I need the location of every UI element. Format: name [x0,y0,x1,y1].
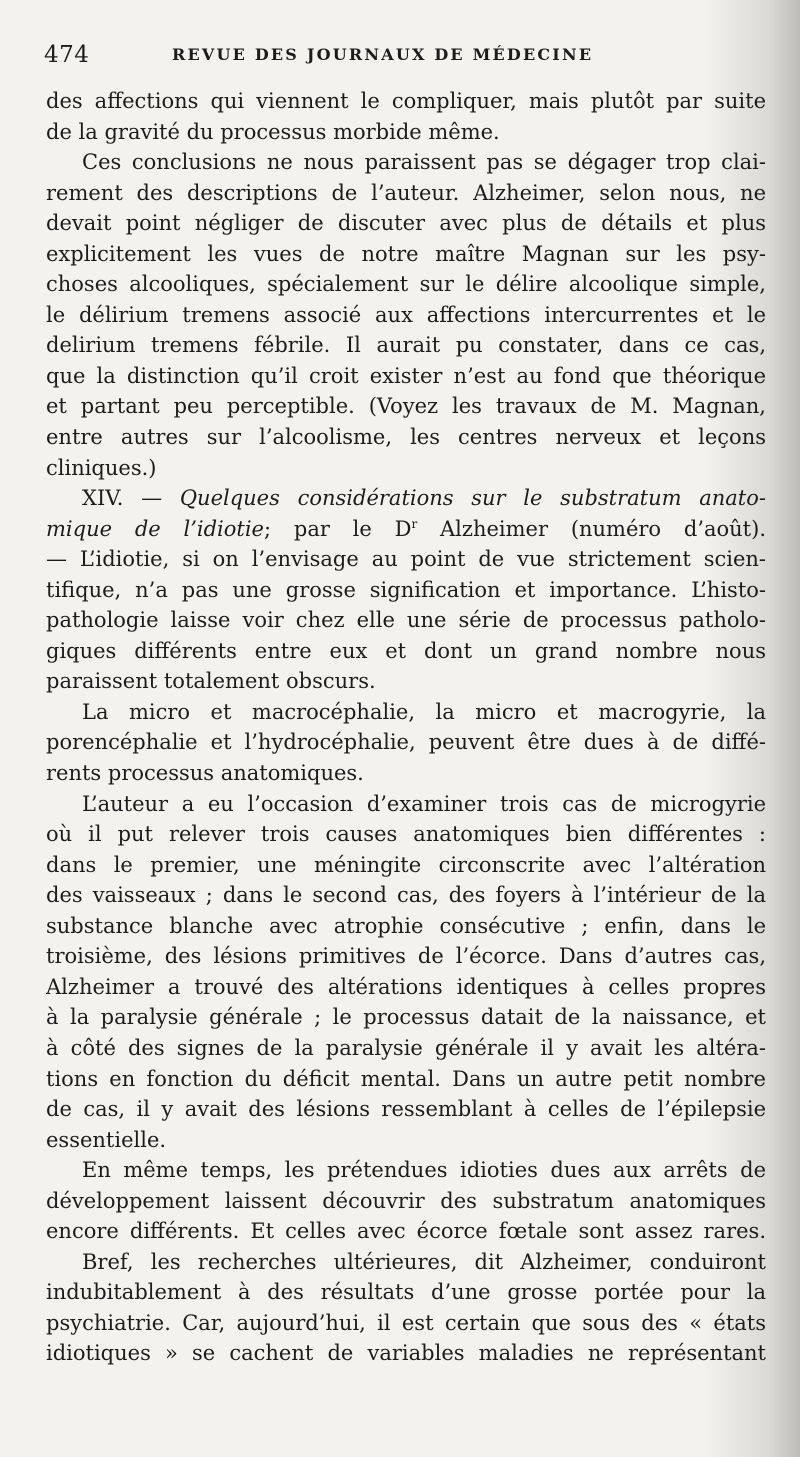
text-line: La micro et macrocéphalie, la micro et macrogyrie, la [82,699,766,724]
text-line: où il put relever trois causes anatomiques bien différentes : [46,822,766,847]
text-line: de la gravité du processus morbide même. [46,119,500,144]
article-body [46,86,766,1369]
text-line: des vaisseaux ; dans le second cas, des foyers à l’intérieur de la [46,883,766,908]
text-line: psychiatrie. Car, aujourd’hui, il est certain que sous des « états [46,1310,766,1335]
text-line: Alzheimer a trouvé des altérations identiques à celles propres [46,974,766,999]
doctor-abbrev-superscript: r [411,516,418,531]
text-line: porencéphalie et l’hydrocéphalie, peuvent être dues à de diffé- [46,730,766,755]
text-line: En même temps, les prétendues idioties dues aux arrêts de [82,1158,766,1183]
text-line: le délirium tremens associé aux affections intercurrentes et le [46,302,766,327]
text-line: encore différents. Et celles avec écorce fœtale sont assez rares. [46,1219,766,1244]
text-line: rement des descriptions de l’auteur. Alzheimer, selon nous, ne [46,180,766,205]
text-line: devait point négliger de discuter avec plus de détails et plus [46,211,766,236]
running-head [44,40,774,70]
section-heading-line-2 [46,514,766,545]
text-line: indubitablement à des résultats d’une grosse portée pour la [46,1280,766,1305]
page-number: 474 [44,42,90,68]
text-line: à la paralysie générale ; le processus datait de la naissance, et [46,1005,766,1030]
text-line: cliniques.) [46,455,157,480]
text-line: développement laissent découvrir des substratum anatomiques [46,1188,766,1213]
text-line: tifique, n’a pas une grosse signification et importance. L’histo- [46,577,766,602]
text-line: rents processus anatomiques. [46,761,364,786]
text-line: idiotiques » se cachent de variables maladies ne représentant [46,1341,766,1366]
text-line: substance blanche avec atrophie consécutive ; enfin, dans le [46,913,766,938]
text-line: de cas, il y avait des lésions ressemblant à celles de l’épilepsie [46,1097,766,1122]
text-line: dans le premier, une méningite circonscrite avec l’altération [46,852,766,877]
section-byline: ; par le D [264,516,412,541]
text-line: à côté des signes de la paralysie générale il y avait les altéra- [46,1035,766,1060]
text-line: essentielle. [46,1127,167,1152]
text-line: entre autres sur l’alcoolisme, les centres nerveux et leçons [46,425,766,450]
section-heading-line-1 [46,483,766,514]
section-numeral: XIV. — [82,486,180,511]
section-byline-author: Alzheimer (numéro d’août). [417,516,766,541]
text-line: paraissent totalement obscurs. [46,669,376,694]
text-line: Ces conclusions ne nous paraissent pas se dégager trop clai- [82,150,766,175]
text-line: giques différents entre eux et dont un grand nombre nous [46,638,766,663]
text-line: que la distinction qu’il croit exister n’est au fond que théorique [46,363,766,388]
text-line: des affections qui viennent le compliquer, mais plutôt par suite [46,89,766,113]
journal-title: REVUE DES JOURNAUX DE MÉDECINE [172,45,594,64]
section-title-part-1: Quelques considérations sur le substratum anato- [179,486,766,511]
text-line: et partant peu perceptible. (Voyez les travaux de M. Magnan, [46,394,766,419]
text-line: explicitement les vues de notre maître Magnan sur les psy- [46,241,766,266]
text-line: troisième, des lésions primitives de l’écorce. Dans d’autres cas, [46,944,766,969]
text-line: — L’idiotie, si on l’envisage au point de vue strictement scien- [46,547,766,572]
text-line: pathologie laisse voir chez elle une série de processus patholo- [46,608,766,633]
text-line: L’auteur a eu l’occasion d’examiner trois cas de microgyrie [82,791,766,816]
text-line: tions en fonction du déficit mental. Dans un autre petit nombre [46,1066,766,1091]
text-line: Bref, les recherches ultérieures, dit Alzheimer, conduiront [82,1249,766,1274]
text-line: choses alcooliques, spécialement sur le délire alcoolique simple, [46,272,766,297]
section-title-part-2: mique de l’idiotie [46,516,264,541]
text-line: delirium tremens fébrile. Il aurait pu constater, dans ce cas, [46,333,766,358]
